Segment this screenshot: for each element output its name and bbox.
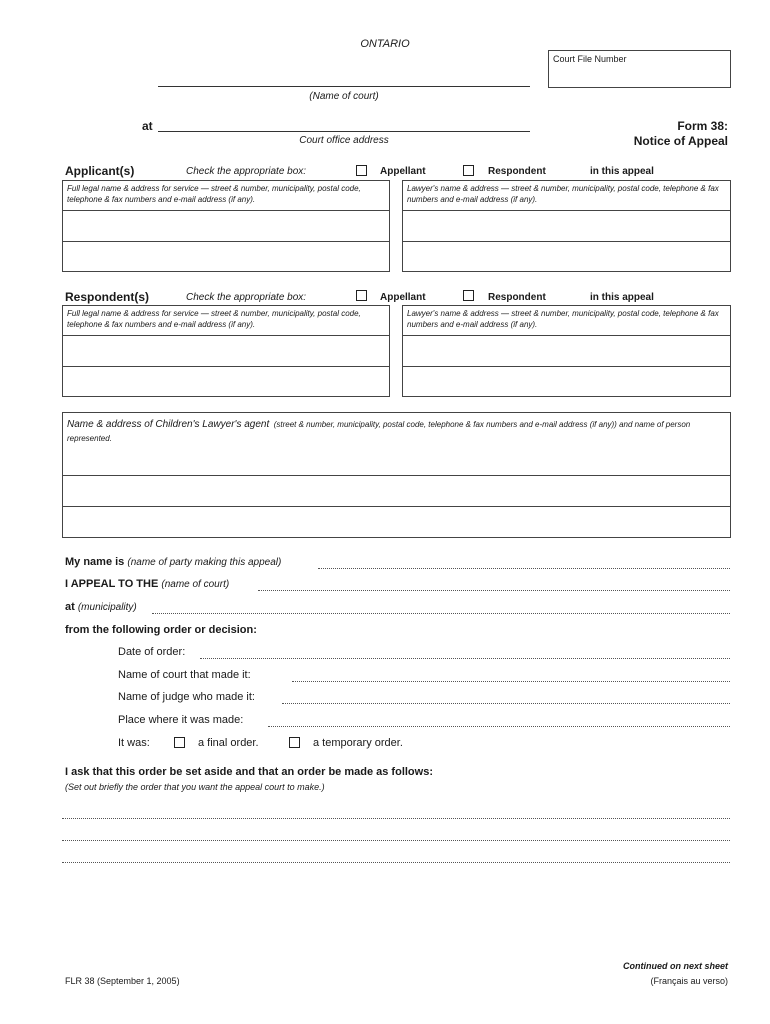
form-number: Form 38: [677,119,728,133]
applicant-lawyer-row-1[interactable] [403,211,730,241]
name-of-court-caption: (Name of court) [309,91,379,102]
order-line-2[interactable] [62,840,730,841]
respondents-respondent-checkbox[interactable] [463,290,474,301]
applicants-respondent-label: Respondent [488,166,546,177]
judge-made-it-field[interactable] [282,703,730,704]
order-line-1[interactable] [62,818,730,819]
my-name-field[interactable] [318,568,730,569]
respondent-party-cell-text: Full legal name & address for service — street & number, municipality, postal code, telephone & fax numbers and e-mail address (if any). [67,309,361,329]
applicant-party-row-1[interactable] [63,211,389,241]
applicants-suffix: in this appeal [590,166,654,177]
name-of-court-field[interactable] [158,86,530,87]
temporary-order-checkbox[interactable] [289,737,300,748]
date-of-order-field[interactable] [200,658,730,659]
at-municipality-hint: (municipality) [77,602,137,613]
applicants-respondent-checkbox[interactable] [463,165,474,176]
set-aside-label: I ask that this order be set aside and that an order be made as follows: [65,766,433,778]
applicant-party-row-2[interactable] [63,242,389,272]
childrens-lawyer-row-1[interactable] [63,446,730,475]
childrens-lawyer-row-2[interactable] [63,476,730,506]
at-municipality-label: at [65,601,75,613]
my-name-label: My name is [65,556,125,568]
respondent-lawyer-row-1[interactable] [403,336,730,366]
order-line-3[interactable] [62,862,730,863]
province-title: ONTARIO [360,38,410,50]
applicants-check-prompt: Check the appropriate box: [186,166,307,177]
applicant-party-cell-text: Full legal name & address for service — street & number, municipality, postal code, telephone & fax numbers and e-mail address (if any). [67,184,361,204]
final-order-label: a final order. [198,737,259,749]
respondents-suffix: in this appeal [590,292,654,303]
respondent-lawyer-table [402,305,731,397]
set-aside-hint: (Set out briefly the order that you want the appeal court to make.) [65,782,325,792]
court-office-caption: Court office address [299,135,389,146]
appeal-to-row [65,578,229,590]
final-order-checkbox[interactable] [174,737,185,748]
respondent-party-row-2[interactable] [63,367,389,397]
childrens-lawyer-row-3[interactable] [63,507,730,537]
at-municipality-row [65,601,137,613]
court-made-it-field[interactable] [292,681,730,682]
childrens-lawyer-table [62,412,731,538]
applicant-lawyer-cell-text: Lawyer's name & address — street & number, municipality, postal code, telephone & fax numbers and e-mail address (if any). [407,184,719,204]
applicant-lawyer-table [402,180,731,272]
form-code: FLR 38 (September 1, 2005) [65,976,180,986]
respondents-label: Respondent(s) [65,290,149,304]
appeal-to-field[interactable] [258,590,730,591]
date-of-order-label: Date of order: [118,646,186,658]
applicants-appellant-label: Appellant [380,166,426,177]
applicants-label: Applicant(s) [65,164,135,178]
respondent-party-table [62,305,390,397]
applicants-appellant-checkbox[interactable] [356,165,367,176]
french-note: (Français au verso) [650,976,728,986]
childrens-lawyer-title: Name & address of Children's Lawyer's agent [67,419,270,430]
respondents-appellant-checkbox[interactable] [356,290,367,301]
my-name-hint: (name of party making this appeal) [127,557,282,568]
appeal-to-label: I APPEAL TO THE [65,578,159,590]
form-title: Notice of Appeal [633,134,728,148]
childrens-lawyer-heading [67,417,726,445]
applicant-party-table [62,180,390,272]
court-office-address-field[interactable] [158,131,530,132]
place-made-field[interactable] [268,726,730,727]
my-name-row [65,556,281,568]
appeal-to-hint: (name of court) [161,579,230,590]
applicant-lawyer-row-2[interactable] [403,242,730,272]
from-order-label: from the following order or decision: [65,624,257,636]
judge-made-it-label: Name of judge who made it: [118,691,255,703]
court-made-it-label: Name of court that made it: [118,669,251,681]
at-municipality-field[interactable] [152,613,730,614]
court-file-number-box[interactable] [548,50,731,88]
it-was-label: It was: [118,737,150,749]
continued-note: Continued on next sheet [622,961,728,971]
respondents-appellant-label: Appellant [380,292,426,303]
place-made-label: Place where it was made: [118,714,244,726]
respondent-party-row-1[interactable] [63,336,389,366]
court-file-number-label: Court File Number [553,54,627,64]
respondents-check-prompt: Check the appropriate box: [186,292,307,303]
respondent-lawyer-cell-text: Lawyer's name & address — street & number, municipality, postal code, telephone & fax numbers and e-mail address (if any). [407,309,719,329]
respondents-respondent-label: Respondent [488,292,546,303]
childrens-lawyer-detail: (street & number, municipality, postal code, telephone & fax numbers and e-mail address (if any)) and name of person represented. [67,420,691,443]
at-label: at [142,119,153,133]
respondent-lawyer-row-2[interactable] [403,367,730,397]
temporary-order-label: a temporary order. [313,737,403,749]
